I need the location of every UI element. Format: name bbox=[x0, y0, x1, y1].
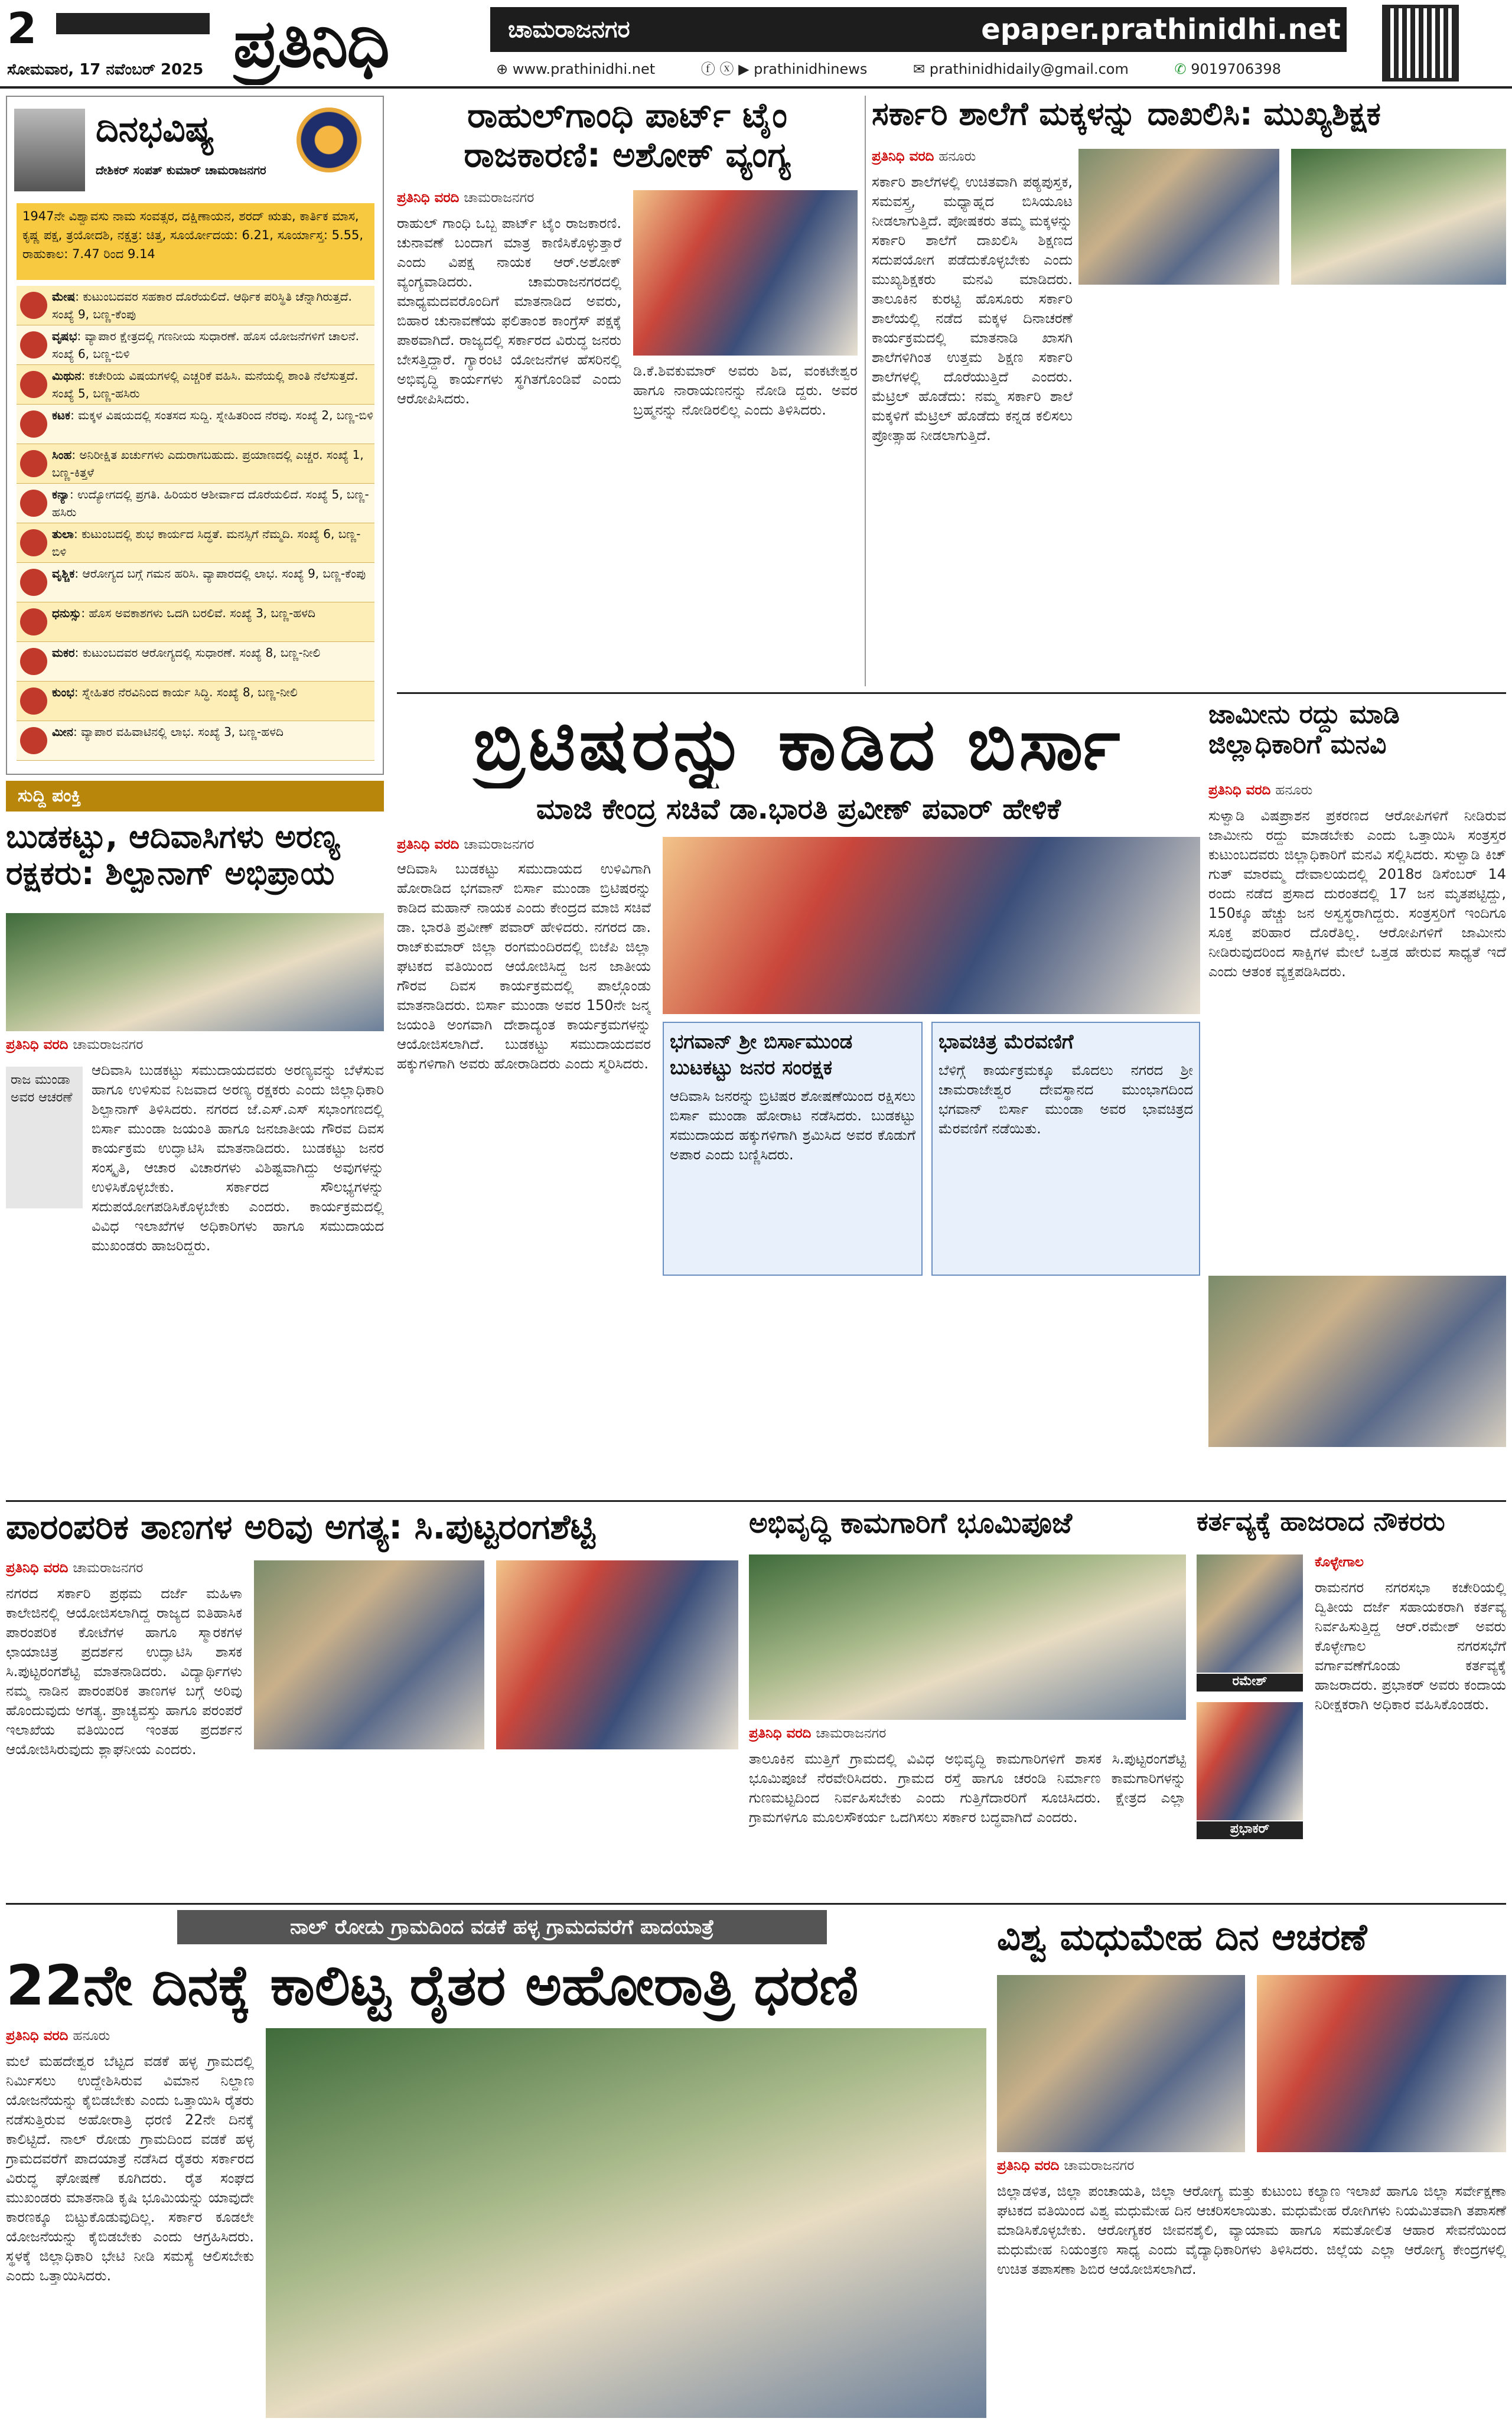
bhoomipuja-byline bbox=[749, 1726, 1186, 1746]
byline-place: ಚಾಮರಾಜನಗರ bbox=[464, 190, 535, 206]
email-link[interactable]: prathinidhidaily@gmail.com bbox=[929, 61, 1129, 77]
bail-byline bbox=[1208, 783, 1506, 803]
zodiac-sign-icon bbox=[20, 450, 47, 477]
farmers-headline: 22ನೇ ದಿನಕ್ಕೆ ಕಾಲಿಟ್ಟ ರೈತರ ಅಹೋರಾತ್ರಿ ಧರಣಿ bbox=[6, 1954, 859, 2018]
zodiac-sign-icon bbox=[20, 569, 47, 596]
byline-source: ಪ್ರತಿನಿಧಿ ವರದಿ bbox=[997, 2158, 1060, 2173]
sign-text: ಅನಿರೀಕ್ಷಿತ ಖರ್ಚುಗಳು ಎದುರಾಗಬಹುದು. ಪ್ರಯಾಣದಲ್ಲಿ ಎಚ್ಚರ. ಸಂಖ್ಯೆ 1, ಬಣ್ಣ-ಕಿತ್ತಳೆ bbox=[52, 448, 364, 480]
edition: ಚಾಮರಾಜನಗರ bbox=[508, 16, 630, 43]
farmers-kicker: ನಾಲ್ ರೋಡು ಗ್ರಾಮದಿಂದ ವಡಕೆ ಹಳ್ಳ ಗ್ರಾಮದವರೆಗೆ ಪಾದಯಾತ್ರೆ bbox=[177, 1910, 827, 1944]
zodiac-sign-icon bbox=[20, 529, 47, 556]
byline-place: ಚಾಮರಾಜನಗರ bbox=[816, 1726, 887, 1741]
school-photo-1 bbox=[1078, 149, 1279, 285]
farmers-byline bbox=[6, 2028, 254, 2048]
sign-name: ಕಟಕ bbox=[52, 408, 71, 422]
farmers-article bbox=[6, 1910, 986, 2424]
horoscope-row bbox=[17, 286, 374, 325]
sign-name: ಮೇಷ bbox=[52, 289, 76, 304]
sign-name: ಮಿಥುನ bbox=[52, 369, 82, 383]
social-icons: ⓕ ⓧ ▶ bbox=[700, 61, 754, 77]
byline-place: ಹನೂರು bbox=[939, 149, 976, 164]
staff-name-1: ರಮೇಶ್ bbox=[1197, 1674, 1303, 1692]
column-divider bbox=[865, 96, 866, 686]
epaper-url[interactable]: epaper.prathinidhi.net bbox=[981, 13, 1341, 46]
horoscope-text: ಧನುಸ್ಸು: ಹೊಸ ಅವಕಾಶಗಳು ಒದಗಿ ಬರಲಿವೆ. ಸಂಖ್ಯೆ 3, ಬಣ್ಣ-ಹಳದಿ bbox=[52, 606, 315, 620]
school-article bbox=[872, 96, 1506, 686]
staff-article bbox=[1197, 1507, 1506, 1897]
zodiac-sign-icon bbox=[20, 687, 47, 715]
sign-name: ಸಿಂಹ bbox=[52, 448, 72, 462]
rahul-headline: ರಾಹುಲ್‌ಗಾಂಧಿ ಪಾರ್ಟ್ ಟೈಂ ರಾಜಕಾರಣಿ: ಅಶೋಕ್ ವ್ಯಂಗ್ಯ bbox=[464, 96, 791, 175]
almanac: 1947ನೇ ವಿಶ್ವಾವಸು ನಾಮ ಸಂವತ್ಸರ, ದಕ್ಷಿಣಾಯನ, ಶರದ್ ಋತು, ಕಾರ್ತಿಕ ಮಾಸ, ಕೃಷ್ಣ ಪಕ್ಷ, ತ್ರಯೋದಶಿ, ನಕ್ಷತ್ರ: ಚಿತ್ತ, ಸೂರ್ಯೋದಯ: 6.21, ಸೂರ್ಯಾಸ್ತ: 5.55, ರಾಹುಕಾಲ: 7.47 ರಿಂದ 9.14 bbox=[17, 203, 374, 280]
zodiac-sign-icon bbox=[20, 648, 47, 675]
horizontal-rule bbox=[397, 692, 1506, 694]
byline-place: ಚಾಮರಾಜನಗರ bbox=[1064, 2158, 1135, 2173]
social-handle[interactable]: prathinidhinews bbox=[754, 61, 868, 77]
diabetes-photo-2 bbox=[1257, 1975, 1506, 2152]
horoscope-text: ಮಿಥುನ: ಕಚೇರಿಯ ವಿಷಯಗಳಲ್ಲಿ ಎಚ್ಚರಿಕೆ ವಹಿಸಿ. ಮನೆಯಲ್ಲಿ ಶಾಂತಿ ನೆಲೆಸುತ್ತದೆ. ಸಂಖ್ಯೆ 5, ಬಣ್ಣ-ಹಸಿರು bbox=[52, 369, 359, 400]
horoscope-text: ಮೀನ: ವ್ಯಾಪಾರ ವಹಿವಾಟಿನಲ್ಲಿ ಲಾಭ. ಸಂಖ್ಯೆ 3, ಬಣ್ಣ-ಹಳದಿ bbox=[52, 725, 284, 739]
horoscope-list bbox=[17, 286, 374, 770]
school-photo-2 bbox=[1291, 149, 1506, 285]
farmers-body: ಮಲೆ ಮಹದೇಶ್ವರ ಬೆಟ್ಟದ ವಡಕೆ ಹಳ್ಳ ಗ್ರಾಮದಲ್ಲಿ ನಿರ್ಮಿಸಲು ಉದ್ದೇಶಿಸಿರುವ ವಿಮಾನ ನಿಲ್ದಾಣ ಯೋಜನೆಯನ್ನು ಕೈಬಿಡಬೇಕು ಎಂದು ಒತ್ತಾಯಿಸಿ ರೈತರು ನಡೆಸುತ್ತಿರುವ ಅಹೋರಾತ್ರಿ ಧರಣಿ 22ನೇ ದಿನಕ್ಕೆ ಕಾಲಿಟ್ಟಿದೆ. ನಾಲ್ ರೋಡು ಗ್ರಾಮದಿಂದ ವಡಕೆ ಹಳ್ಳ ಗ್ರಾಮದವರೆಗೆ ಪಾದಯಾತ್ರೆ ನಡೆಸಿದ ರೈತರು ಸರ್ಕಾರದ ವಿರುದ್ಧ ಘೋಷಣೆ ಕೂಗಿದರು. ರೈತ ಸಂಘದ ಮುಖಂಡರು ಮಾತನಾಡಿ ಕೃಷಿ ಭೂಮಿಯನ್ನು ಯಾವುದೇ ಕಾರಣಕ್ಕೂ ಬಿಟ್ಟುಕೊಡುವುದಿಲ್ಲ. ಸರ್ಕಾರ ಕೂಡಲೇ ಯೋಜನೆಯನ್ನು ಕೈಬಿಡಬೇಕು ಎಂದು ಆಗ್ರಹಿಸಿದರು. ಸ್ಥಳಕ್ಕೆ ಜಿಲ್ಲಾಧಿಕಾರಿ ಭೇಟಿ ನೀಡಿ ಸಮಸ್ಯೆ ಆಲಿಸಬೇಕು ಎಂದು ಒತ್ತಾಯಿಸಿದರು. bbox=[6, 2053, 254, 2284]
forest-article bbox=[6, 819, 384, 1456]
sign-name: ಮಕರ bbox=[52, 646, 75, 660]
byline-source: ಪ್ರತಿನಿಧಿ ವರದಿ bbox=[1208, 783, 1271, 798]
sign-name: ವೃಶ್ಚಿಕ bbox=[52, 566, 75, 581]
diabetes-photo-1 bbox=[997, 1975, 1245, 2152]
birsa-photo bbox=[663, 837, 1200, 1014]
byline-place: ಹನೂರು bbox=[1275, 783, 1313, 798]
edition-bar bbox=[490, 7, 1347, 52]
horoscope-row bbox=[17, 721, 374, 761]
horoscope-text: ವೃಶ್ಚಿಕ: ಆರೋಗ್ಯದ ಬಗ್ಗೆ ಗಮನ ಹರಿಸಿ. ವ್ಯಾಪಾರದಲ್ಲಿ ಲಾಭ. ಸಂಖ್ಯೆ 9, ಬಣ್ಣ-ಕೆಂಪು bbox=[52, 566, 366, 581]
byline-place: ಚಾಮರಾಜನಗರ bbox=[73, 1037, 144, 1052]
birsa-box-2 bbox=[931, 1022, 1200, 1276]
sign-text: ಹೊಸ ಅವಕಾಶಗಳು ಒದಗಿ ಬರಲಿವೆ. ಸಂಖ್ಯೆ 3, ಬಣ್ಣ-ಹಳದಿ bbox=[89, 606, 315, 620]
school-byline bbox=[872, 149, 1073, 169]
horoscope-text: ಕುಂಭ: ಸ್ನೇಹಿತರ ನೆರವಿನಿಂದ ಕಾರ್ಯ ಸಿದ್ಧಿ. ಸಂಖ್ಯೆ 8, ಬಣ್ಣ-ನೀಲಿ bbox=[52, 685, 298, 699]
qr-code[interactable] bbox=[1382, 5, 1459, 82]
box-text: ಆದಿವಾಸಿ ಜನರನ್ನು ಬ್ರಿಟಿಷರ ಶೋಷಣೆಯಿಂದ ರಕ್ಷಿಸಲು ಬಿರ್ಸಾ ಮುಂಡಾ ಹೋರಾಟ ನಡೆಸಿದರು. ಬುಡಕಟ್ಟು ಸಮುದಾಯದ ಹಕ್ಕುಗಳಿಗಾಗಿ ಶ್ರಮಿಸಿದ ಅವರ ಕೊಡುಗೆ ಅಪಾರ ಎಂದು ಬಣ್ಣಿಸಿದರು. bbox=[670, 1088, 915, 1163]
rahul-byline bbox=[397, 190, 621, 210]
sign-text: ಕುಟುಂಬದವರ ಆರೋಗ್ಯದಲ್ಲಿ ಸುಧಾರಣೆ. ಸಂಖ್ಯೆ 8, ಬಣ್ಣ-ನೀಲಿ bbox=[82, 646, 321, 660]
traditional-article bbox=[6, 1507, 738, 1897]
horoscope-row bbox=[17, 602, 374, 642]
phone-icon: ✆ bbox=[1174, 61, 1191, 77]
box2-title: ಭಾವಚಿತ್ರ ಮೆರವಣಿಗೆ bbox=[939, 1030, 1074, 1054]
staff-photo-1 bbox=[1197, 1554, 1303, 1673]
byline-source: ಪ್ರತಿನಿಧಿ ವರದಿ bbox=[872, 149, 934, 164]
sign-text: ಉದ್ಯೋಗದಲ್ಲಿ ಪ್ರಗತಿ. ಹಿರಿಯರ ಆಶೀರ್ವಾದ ದೊರೆಯಲಿದೆ. ಸಂಖ್ಯೆ 5, ಬಣ್ಣ-ಹಸಿರು bbox=[52, 487, 369, 519]
traditional-body: ನಗರದ ಸರ್ಕಾರಿ ಪ್ರಥಮ ದರ್ಜೆ ಮಹಿಳಾ ಕಾಲೇಜಿನಲ್ಲಿ ಆಯೋಜಿಸಲಾಗಿದ್ದ ರಾಜ್ಯದ ಐತಿಹಾಸಿಕ ಪಾರಂಪರಿಕ ಕೋಟೆಗಳ ಹಾಗೂ ಸ್ಮಾರಕಗಳ ಛಾಯಾಚಿತ್ರ ಪ್ರದರ್ಶನ ಉದ್ಘಾಟಿಸಿ ಶಾಸಕ ಸಿ.ಪುಟ್ಟರಂಗಶೆಟ್ಟಿ ಮಾತನಾಡಿದರು. ವಿದ್ಯಾರ್ಥಿಗಳು ನಮ್ಮ ನಾಡಿನ ಪಾರಂಪರಿಕ ತಾಣಗಳ ಬಗ್ಗೆ ಅರಿವು ಹೊಂದುವುದು ಅಗತ್ಯ. ಪ್ರಾಚ್ಯವಸ್ತು ಹಾಗೂ ಪರಂಪರೆ ಇಲಾಖೆಯ ವತಿಯಿಂದ ಇಂತಹ ಪ್ರದರ್ಶನ ಆಯೋಜಿಸಿರುವುದು ಶ್ಲಾಘನೀಯ ಎಂದರು. bbox=[6, 1585, 242, 1758]
sign-text: ಕುಟುಂಬದಲ್ಲಿ ಶುಭ ಕಾರ್ಯದ ಸಿದ್ಧತೆ. ಮನಸ್ಸಿಗೆ ನೆಮ್ಮದಿ. ಸಂಖ್ಯೆ 6, ಬಣ್ಣ-ಬಿಳಿ bbox=[52, 527, 361, 559]
paper-name: ಪ್ರತಿನಿಧಿ bbox=[233, 5, 389, 82]
staff-body: ರಾಮನಗರ ನಗರಸಭಾ ಕಚೇರಿಯಲ್ಲಿ ದ್ವಿತೀಯ ದರ್ಜೆ ಸಹಾಯಕರಾಗಿ ಕರ್ತವ್ಯ ನಿರ್ವಹಿಸುತ್ತಿದ್ದ ಆರ್.ರಮೇಶ್ ಅವರು ಕೊಳ್ಳೇಗಾಲ ನಗರಸಭೆಗೆ ವರ್ಗಾವಣೆಗೊಂಡು ಕರ್ತವ್ಯಕ್ಕೆ ಹಾಜರಾದರು. ಪ್ರಭಾಕರ್ ಅವರು ಕಂದಾಯ ನಿರೀಕ್ಷಕರಾಗಿ ಅಧಿಕಾರ ವಹಿಸಿಕೊಂಡರು. bbox=[1315, 1579, 1506, 1713]
bhoomipuja-body: ತಾಲೂಕಿನ ಮುತ್ತಿಗೆ ಗ್ರಾಮದಲ್ಲಿ ವಿವಿಧ ಅಭಿವೃದ್ಧಿ ಕಾಮಗಾರಿಗಳಿಗೆ ಶಾಸಕ ಸಿ.ಪುಟ್ಟರಂಗಶೆಟ್ಟಿ ಭೂಮಿಪೂಜೆ ನೆರವೇರಿಸಿದರು. ಗ್ರಾಮದ ರಸ್ತೆ ಹಾಗೂ ಚರಂಡಿ ನಿರ್ಮಾಣ ಕಾಮಗಾರಿಗಳನ್ನು ಗುಣಮಟ್ಟದಿಂದ ನಿರ್ವಹಿಸಬೇಕು ಎಂದು ಗುತ್ತಿಗೆದಾರರಿಗೆ ಸೂಚಿಸಿದರು. ಕ್ಷೇತ್ರದ ಎಲ್ಲಾ ಗ್ರಾಮಗಳಿಗೂ ಮೂಲಸೌಕರ್ಯ ಒದಗಿಸಲು ಸರ್ಕಾರ ಬದ್ಧವಾಗಿದೆ ಎಂದರು. bbox=[749, 1751, 1186, 1826]
byline-place: ಹನೂರು bbox=[73, 2028, 110, 2044]
byline-place: ಚಾಮರಾಜನಗರ bbox=[73, 1560, 144, 1576]
website-link[interactable]: www.prathinidhi.net bbox=[512, 61, 656, 77]
zodiac-sign-icon bbox=[20, 727, 47, 754]
bhoomipuja-article bbox=[749, 1507, 1186, 1897]
zodiac-sign-icon bbox=[20, 410, 47, 438]
diabetes-headline: ವಿಶ್ವ ಮಧುಮೇಹ ದಿನ ಆಚರಣೆ bbox=[997, 1916, 1367, 1958]
diabetes-article bbox=[997, 1910, 1506, 2424]
horoscope-row bbox=[17, 563, 374, 602]
masthead bbox=[0, 0, 1512, 89]
sign-name: ಮೀನ bbox=[52, 725, 73, 739]
horoscope-row bbox=[17, 484, 374, 523]
sign-text: ವ್ಯಾಪಾರ ವಹಿವಾಟಿನಲ್ಲಿ ಲಾಭ. ಸಂಖ್ಯೆ 3, ಬಣ್ಣ-ಹಳದಿ bbox=[81, 725, 284, 739]
horizontal-rule bbox=[6, 1903, 1506, 1905]
sign-text: ಕುಟುಂಬದವರ ಸಹಕಾರ ದೊರೆಯಲಿದೆ. ಆರ್ಥಿಕ ಪರಿಸ್ಥಿತಿ ಚೆನ್ನಾಗಿರುತ್ತದೆ. ಸಂಖ್ಯೆ 9, ಬಣ್ಣ-ಕೆಂಪು bbox=[52, 289, 352, 321]
zodiac-sign-icon bbox=[20, 292, 47, 319]
byline-place: ಚಾಮರಾಜನಗರ bbox=[464, 837, 535, 852]
bhoomipuja-photo bbox=[749, 1554, 1186, 1720]
sign-text: ಸ್ನೇಹಿತರ ನೆರವಿನಿಂದ ಕಾರ್ಯ ಸಿದ್ಧಿ. ಸಂಖ್ಯೆ 8, ಬಣ್ಣ-ನೀಲಿ bbox=[82, 685, 298, 699]
birsa-byline bbox=[397, 837, 651, 857]
byline-source: ಪ್ರತಿನಿಧಿ ವರದಿ bbox=[397, 190, 460, 206]
staff-name-2: ಪ್ರಭಾಕರ್ bbox=[1197, 1821, 1303, 1839]
horoscope-text: ಕನ್ಯಾ: ಉದ್ಯೋಗದಲ್ಲಿ ಪ್ರಗತಿ. ಹಿರಿಯರ ಆಶೀರ್ವಾದ ದೊರೆಯಲಿದೆ. ಸಂಖ್ಯೆ 5, ಬಣ್ಣ-ಹಸಿರು bbox=[52, 487, 369, 519]
birsa-body: ಆದಿವಾಸಿ ಬುಡಕಟ್ಟು ಸಮುದಾಯದ ಉಳಿವಿಗಾಗಿ ಹೋರಾಡಿದ ಭಗವಾನ್ ಬಿರ್ಸಾ ಮುಂಡಾ ಬ್ರಿಟಿಷರನ್ನು ಕಾಡಿದ ಮಹಾನ್ ನಾಯಕ ಎಂದು ಕೇಂದ್ರದ ಮಾಜಿ ಸಚಿವೆ ಡಾ. ಭಾರತಿ ಪ್ರವೀಣ್ ಪವಾರ್ ಹೇಳಿದರು. ನಗರದ ಡಾ. ರಾಜ್‌ಕುಮಾರ್ ಜಿಲ್ಲಾ ರಂಗಮಂದಿರದಲ್ಲಿ ಬಿಜೆಪಿ ಜಿಲ್ಲಾ ಘಟಕದ ವತಿಯಿಂದ ಆಯೋಜಿಸಿದ್ದ ಜನ ಜಾತೀಯ ಗೌರವ ದಿವಸ ಕಾರ್ಯಕ್ರಮದಲ್ಲಿ ಪಾಲ್ಗೊಂಡು ಮಾತನಾಡಿದರು. ಬಿರ್ಸಾ ಮುಂಡಾ ಅವರ 150ನೇ ಜನ್ಮ ಜಯಂತಿ ಅಂಗವಾಗಿ ದೇಶಾದ್ಯಂತ ಕಾರ್ಯಕ್ರಮಗಳನ್ನು ಆಯೋಜಿಸಲಾಗಿದೆ. ಬುಡಕಟ್ಟು ಸಮುದಾಯದವರ ಹಕ್ಕುಗಳಿಗಾಗಿ ಅವರು ಹೋರಾಡಿದರು ಎಂದು ಸ್ಮರಿಸಿದರು. bbox=[397, 861, 651, 1072]
birsa-subheadline: ಮಾಜಿ ಕೇಂದ್ರ ಸಚಿವೆ ಡಾ.ಭಾರತಿ ಪ್ರವೀಣ್ ಪವಾರ್ ಹೇಳಿಕೆ bbox=[536, 793, 1061, 826]
forest-byline bbox=[6, 1037, 384, 1057]
horoscope-text: ಕಟಕ: ಮಕ್ಕಳ ವಿಷಯದಲ್ಲಿ ಸಂತಸದ ಸುದ್ದಿ. ಸ್ನೇಹಿತರಿಂದ ನೆರವು. ಸಂಖ್ಯೆ 2, ಬಣ್ಣ-ಬಿಳಿ bbox=[52, 408, 373, 422]
byline-source: ಪ್ರತಿನಿಧಿ ವರದಿ bbox=[6, 1560, 69, 1576]
bail-photo bbox=[1208, 1276, 1506, 1447]
pullquote-text: ರಾಜ ಮುಂಡಾ ಅವರ ಆಚರಣೆ bbox=[11, 1073, 73, 1105]
sign-name: ಧನುಸ್ಸು bbox=[52, 606, 82, 620]
byline-source: ಪ್ರತಿನಿಧಿ ವರದಿ bbox=[6, 1037, 69, 1052]
farmers-photo bbox=[266, 2028, 986, 2418]
staff-byline: ಕೊಳ್ಳೇಗಾಲ bbox=[1315, 1554, 1364, 1570]
rahul-article bbox=[397, 96, 858, 686]
horoscope-text: ಮಕರ: ಕುಟುಂಬದವರ ಆರೋಗ್ಯದಲ್ಲಿ ಸುಧಾರಣೆ. ಸಂಖ್ಯೆ 8, ಬಣ್ಣ-ನೀಲಿ bbox=[52, 646, 321, 660]
horizontal-rule bbox=[6, 1500, 1506, 1502]
zodiac-sign-icon bbox=[20, 331, 47, 359]
horoscope-row bbox=[17, 325, 374, 365]
date: ಸೋಮವಾರ, 17 ನವೆಂಬರ್ 2025 bbox=[7, 61, 204, 79]
page-number: 2 bbox=[7, 5, 37, 52]
forest-photo bbox=[6, 913, 384, 1031]
horoscope-box bbox=[6, 96, 384, 775]
zodiac-sign-icon bbox=[20, 608, 47, 635]
byline-source: ಪ್ರತಿನಿಧಿ ವರದಿ bbox=[6, 2028, 69, 2044]
traditional-headline: ಪಾರಂಪರಿಕ ತಾಣಗಳ ಅರಿವು ಅಗತ್ಯ: ಸಿ.ಪುಟ್ಟರಂಗಶೆಟ್ಟಿ bbox=[6, 1507, 595, 1547]
sign-text: ಆರೋಗ್ಯದ ಬಗ್ಗೆ ಗಮನ ಹರಿಸಿ. ವ್ಯಾಪಾರದಲ್ಲಿ ಲಾಭ. ಸಂಖ್ಯೆ 9, ಬಣ್ಣ-ಕೆಂಪು bbox=[82, 566, 366, 581]
sign-name: ಕನ್ಯಾ bbox=[52, 487, 70, 501]
horoscope-row bbox=[17, 642, 374, 682]
traditional-byline bbox=[6, 1560, 242, 1580]
traditional-photo-2 bbox=[496, 1560, 738, 1749]
sign-name: ತುಲಾ bbox=[52, 527, 74, 541]
school-body: ಸರ್ಕಾರಿ ಶಾಲೆಗಳಲ್ಲಿ ಉಚಿತವಾಗಿ ಪಠ್ಯಪುಸ್ತಕ, ಸಮವಸ್ತ್ರ, ಮಧ್ಯಾಹ್ನದ ಬಿಸಿಯೂಟ ನೀಡಲಾಗುತ್ತಿದೆ. ಪೋಷಕರು ತಮ್ಮ ಮಕ್ಕಳನ್ನು ಸರ್ಕಾರಿ ಶಾಲೆಗೆ ದಾಖಲಿಸಿ ಶಿಕ್ಷಣದ ಸದುಪಯೋಗ ಪಡೆದುಕೊಳ್ಳಬೇಕು ಎಂದು ಮುಖ್ಯಶಿಕ್ಷಕರು ಮನವಿ ಮಾಡಿದರು. ತಾಲೂಕಿನ ಕುರಟ್ಟಿ ಹೊಸೂರು ಸರ್ಕಾರಿ ಶಾಲೆಯಲ್ಲಿ ನಡೆದ ಮಕ್ಕಳ ದಿನಾಚರಣೆ ಕಾರ್ಯಕ್ರಮದಲ್ಲಿ ಮಾತನಾಡಿ ಖಾಸಗಿ ಶಾಲೆಗಳಿಗಿಂತ ಉತ್ತಮ ಶಿಕ್ಷಣ ಸರ್ಕಾರಿ ಶಾಲೆಗಳಲ್ಲಿ ದೊರೆಯುತ್ತಿದೆ ಎಂದರು. ಮೆಟ್ರಿಲ್ ಹೊಡೆದು: ನಮ್ಮ ಸರ್ಕಾರಿ ಶಾಲೆ ಮಕ್ಕಳಿಗೆ ಮೆಟ್ರಿಲ್ ಹೊಡೆದು ಕನ್ನಡ ಕಲಿಸಲು ಪ್ರೋತ್ಸಾಹ ನೀಡಲಾಗುತ್ತಿದೆ. bbox=[872, 174, 1073, 444]
birsa-headline: ಬ್ರಿಟಿಷರನ್ನು ಕಾಡಿದ ಬಿರ್ಸಾ bbox=[473, 702, 1124, 786]
bail-article bbox=[1208, 700, 1506, 1494]
forest-pullquote bbox=[6, 1067, 83, 1208]
horoscope-row bbox=[17, 523, 374, 563]
sign-text: ವ್ಯಾಪಾರ ಕ್ಷೇತ್ರದಲ್ಲಿ ಗಣನೀಯ ಸುಧಾರಣೆ. ಹೊಸ ಯೋಜನೆಗಳಿಗೆ ಚಾಲನೆ. ಸಂಖ್ಯೆ 6, ಬಣ್ಣ-ಬಿಳಿ bbox=[52, 329, 360, 361]
horoscope-row bbox=[17, 444, 374, 484]
rahul-body: ರಾಹುಲ್ ಗಾಂಧಿ ಒಬ್ಬ ಪಾರ್ಟ್ ಟೈಂ ರಾಜಕಾರಣಿ. ಚುನಾವಣೆ ಬಂದಾಗ ಮಾತ್ರ ಕಾಣಿಸಿಕೊಳ್ಳುತ್ತಾರೆ ಎಂದು ವಿಪಕ್ಷ ನಾಯಕ ಆರ್.ಅಶೋಕ್ ವ್ಯಂಗ್ಯವಾಡಿದರು. ಚಾಮರಾಜನಗರದಲ್ಲಿ ಮಾಧ್ಯಮದವರೊಂದಿಗೆ ಮಾತನಾಡಿದ ಅವರು, ಬಿಹಾರ ಚುನಾವಣೆಯ ಫಲಿತಾಂಶ ಕಾಂಗ್ರೆಸ್ ಪಕ್ಷಕ್ಕೆ ಪಾಠವಾಗಿದೆ. ರಾಜ್ಯದಲ್ಲಿ ಸರ್ಕಾರದ ವಿರುದ್ಧ ಜನರು ಬೇಸತ್ತಿದ್ದಾರೆ. ಗ್ಯಾರಂಟಿ ಯೋಜನೆಗಳ ಹೆಸರಿನಲ್ಲಿ ಅಭಿವೃದ್ಧಿ ಕಾರ್ಯಗಳು ಸ್ಥಗಿತಗೊಂಡಿವೆ ಎಂದು ಆರೋಪಿಸಿದರು. bbox=[397, 215, 621, 407]
horoscope-text: ವೃಷಭ: ವ್ಯಾಪಾರ ಕ್ಷೇತ್ರದಲ್ಲಿ ಗಣನೀಯ ಸುಧಾರಣೆ. ಹೊಸ ಯೋಜನೆಗಳಿಗೆ ಚಾಲನೆ. ಸಂಖ್ಯೆ 6, ಬಣ್ಣ-ಬಿಳಿ bbox=[52, 329, 360, 361]
zodiac-sign-icon bbox=[20, 371, 47, 398]
horoscope-text: ಸಿಂಹ: ಅನಿರೀಕ್ಷಿತ ಖರ್ಚುಗಳು ಎದುರಾಗಬಹುದು. ಪ್ರಯಾಣದಲ್ಲಿ ಎಚ್ಚರ. ಸಂಖ್ಯೆ 1, ಬಣ್ಣ-ಕಿತ್ತಳೆ bbox=[52, 448, 364, 480]
staff-photo-2 bbox=[1197, 1702, 1303, 1820]
sign-name: ವೃಷಭ bbox=[52, 329, 77, 343]
sign-text: ಮಕ್ಕಳ ವಿಷಯದಲ್ಲಿ ಸಂತಸದ ಸುದ್ದಿ. ಸ್ನೇಹಿತರಿಂದ ನೆರವು. ಸಂಖ್ಯೆ 2, ಬಣ್ಣ-ಬಿಳಿ bbox=[78, 408, 373, 422]
box2-text: ಬೆಳಿಗ್ಗೆ ಕಾರ್ಯಕ್ರಮಕ್ಕೂ ಮೊದಲು ನಗರದ ಶ್ರೀ ಚಾಮರಾಜೇಶ್ವರ ದೇವಸ್ಥಾನದ ಮುಂಭಾಗದಿಂದ ಭಗವಾನ್ ಬಿರ್ಸಾ ಮುಂಡಾ ಅವರ ಭಾವಚಿತ್ರದ ಮೆರವಣಿಗೆ ನಡೆಯಿತು. bbox=[939, 1062, 1193, 1137]
contact-strip bbox=[490, 57, 1347, 82]
birsa-article bbox=[397, 700, 1200, 1494]
top-left-bar bbox=[56, 13, 210, 34]
globe-icon: ⊕ bbox=[496, 61, 513, 77]
traditional-photo-1 bbox=[254, 1560, 484, 1749]
astrologer-name: ದೇಶಿಕರ್ ಸಂಪತ್ ಕುಮಾರ್ ಚಾಮರಾಜನಗರ bbox=[96, 163, 266, 177]
diabetes-byline bbox=[997, 2158, 1506, 2178]
forest-body: ಆದಿವಾಸಿ ಬುಡಕಟ್ಟು ಸಮುದಾಯದವರು ಅರಣ್ಯವನ್ನು ಬೆಳೆಸುವ ಹಾಗೂ ಉಳಿಸುವ ನಿಜವಾದ ಅರಣ್ಯ ರಕ್ಷಕರು ಎಂದು ಜಿಲ್ಲಾಧಿಕಾರಿ ಶಿಲ್ಪಾನಾಗ್ ತಿಳಿಸಿದರು. ನಗರದ ಜೆ.ಎಸ್.ಎಸ್ ಸಭಾಂಗಣದಲ್ಲಿ ಬಿರ್ಸಾ ಮುಂಡಾ ಜಯಂತಿ ಹಾಗೂ ಜನಜಾತೀಯ ಗೌರವ ದಿವಸ ಕಾರ್ಯಕ್ರಮ ಉದ್ಘಾಟಿಸಿ ಮಾತನಾಡಿದರು. ಬುಡಕಟ್ಟು ಜನರ ಸಂಸ್ಕೃತಿ, ಆಚಾರ ವಿಚಾರಗಳು ವಿಶಿಷ್ಟವಾಗಿದ್ದು ಅವುಗಳನ್ನು ಉಳಿಸಿಕೊಳ್ಳಬೇಕು. ಸರ್ಕಾರದ ಸೌಲಭ್ಯಗಳನ್ನು ಸದುಪಯೋಗಪಡಿಸಿಕೊಳ್ಳಬೇಕು ಎಂದರು. ಕಾರ್ಯಕ್ರಮದಲ್ಲಿ ವಿವಿಧ ಇಲಾಖೆಗಳ ಅಧಿಕಾರಿಗಳು ಹಾಗೂ ಸಮುದಾಯದ ಮುಖಂಡರು ಹಾಜರಿದ್ದರು. bbox=[92, 1062, 384, 1254]
bail-headline: ಜಾಮೀನು ರದ್ದು ಮಾಡಿ ಜಿಲ್ಲಾಧಿಕಾರಿಗೆ ಮನವಿ bbox=[1208, 700, 1400, 760]
byline-source: ಪ್ರತಿನಿಧಿ ವರದಿ bbox=[749, 1726, 812, 1741]
box-title: ಭಗವಾನ್ ಶ್ರೀ ಬಿರ್ಸಾಮುಂಡ ಬುಟಕಟ್ಟು ಜನರ ಸಂರಕ್ಷಕ bbox=[670, 1030, 853, 1080]
horoscope-row bbox=[17, 682, 374, 721]
sign-name: ಕುಂಭ bbox=[52, 685, 74, 699]
sign-text: ಕಚೇರಿಯ ವಿಷಯಗಳಲ್ಲಿ ಎಚ್ಚರಿಕೆ ವಹಿಸಿ. ಮನೆಯಲ್ಲಿ ಶಾಂತಿ ನೆಲೆಸುತ್ತದೆ. ಸಂಖ್ಯೆ 5, ಬಣ್ಣ-ಹಸಿರು bbox=[52, 369, 359, 400]
phone-number: 9019706398 bbox=[1191, 61, 1281, 77]
rahul-photo bbox=[633, 190, 858, 356]
birsa-box bbox=[663, 1022, 923, 1276]
forest-headline: ಬುಡಕಟ್ಟು, ಆದಿವಾಸಿಗಳು ಅರಣ್ಯ ರಕ್ಷಕರು: ಶಿಲ್ಪಾನಾಗ್ ಅಭಿಪ್ರಾಯ bbox=[6, 819, 340, 892]
school-headline: ಸರ್ಕಾರಿ ಶಾಲೆಗೆ ಮಕ್ಕಳನ್ನು ದಾಖಲಿಸಿ: ಮುಖ್ಯಶಿಕ್ಷಕ bbox=[872, 96, 1381, 132]
bhoomipuja-headline: ಅಭಿವೃದ್ಧಿ ಕಾಮಗಾರಿಗೆ ಭೂಮಿಪೂಜೆ bbox=[749, 1507, 1073, 1540]
horoscope-text: ತುಲಾ: ಕುಟುಂಬದಲ್ಲಿ ಶುಭ ಕಾರ್ಯದ ಸಿದ್ಧತೆ. ಮನಸ್ಸಿಗೆ ನೆಮ್ಮದಿ. ಸಂಖ್ಯೆ 6, ಬಣ್ಣ-ಬಿಳಿ bbox=[52, 527, 361, 559]
zodiac-sign-icon bbox=[20, 490, 47, 517]
astrologer-photo bbox=[14, 109, 85, 191]
section-label: ಸುದ್ದಿ ಪಂಕ್ತಿ bbox=[6, 781, 384, 811]
bail-body: ಸುಳ್ವಾಡಿ ವಿಷಪ್ರಾಶನ ಪ್ರಕರಣದ ಆರೋಪಿಗಳಿಗೆ ನೀಡಿರುವ ಜಾಮೀನು ರದ್ದು ಮಾಡಬೇಕು ಎಂದು ಒತ್ತಾಯಿಸಿ ಸಂತ್ರಸ್ತರ ಕುಟುಂಬದವರು ಜಿಲ್ಲಾಧಿಕಾರಿಗೆ ಮನವಿ ಸಲ್ಲಿಸಿದರು. ಸುಳ್ವಾಡಿ ಕಿಚ್ ಗುತ್ ಮಾರಮ್ಮ ದೇವಾಲಯದಲ್ಲಿ 2018ರ ಡಿಸೆಂಬರ್ 14 ರಂದು ನಡೆದ ಪ್ರಸಾದ ದುರಂತದಲ್ಲಿ 17 ಜನ ಮೃತಪಟ್ಟಿದ್ದು, 150ಕ್ಕೂ ಹೆಚ್ಚು ಜನ ಅಸ್ವಸ್ಥರಾಗಿದ್ದರು. ಸಂತ್ರಸ್ತರಿಗೆ ಇಂದಿಗೂ ಸೂಕ್ತ ಪರಿಹಾರ ದೊರೆತಿಲ್ಲ. ಆರೋಪಿಗಳಿಗೆ ಜಾಮೀನು ನೀಡಿರುವುದರಿಂದ ಸಾಕ್ಷಿಗಳ ಮೇಲೆ ಒತ್ತಡ ಹೇರುವ ಸಾಧ್ಯತೆ ಇದೆ ಎಂದು ಆತಂಕ ವ್ಯಕ್ತಪಡಿಸಿದರು. bbox=[1208, 807, 1506, 980]
horoscope-row bbox=[17, 365, 374, 405]
horoscope-title: ದಿನಭವಿಷ್ಯ bbox=[96, 109, 214, 150]
diabetes-body: ಜಿಲ್ಲಾಡಳಿತ, ಜಿಲ್ಲಾ ಪಂಚಾಯತಿ, ಜಿಲ್ಲಾ ಆರೋಗ್ಯ ಮತ್ತು ಕುಟುಂಬ ಕಲ್ಯಾಣ ಇಲಾಖೆ ಹಾಗೂ ಜಿಲ್ಲಾ ಸರ್ವೇಕ್ಷಣಾ ಘಟಕದ ವತಿಯಿಂದ ವಿಶ್ವ ಮಧುಮೇಹ ದಿನ ಆಚರಿಸಲಾಯಿತು. ಮಧುಮೇಹ ರೋಗಿಗಳು ನಿಯಮಿತವಾಗಿ ತಪಾಸಣೆ ಮಾಡಿಸಿಕೊಳ್ಳಬೇಕು. ಆರೋಗ್ಯಕರ ಜೀವನಶೈಲಿ, ವ್ಯಾಯಾಮ ಹಾಗೂ ಸಮತೋಲಿತ ಆಹಾರ ಸೇವನೆಯಿಂದ ಮಧುಮೇಹ ನಿಯಂತ್ರಣ ಸಾಧ್ಯ ಎಂದು ವೈದ್ಯಾಧಿಕಾರಿಗಳು ತಿಳಿಸಿದರು. ಜಿಲ್ಲೆಯ ಎಲ್ಲಾ ಆರೋಗ್ಯ ಕೇಂದ್ರಗಳಲ್ಲಿ ಉಚಿತ ತಪಾಸಣಾ ಶಿಬಿರ ಆಯೋಜಿಸಲಾಗಿದೆ. bbox=[997, 2183, 1506, 2277]
horoscope-text: ಮೇಷ: ಕುಟುಂಬದವರ ಸಹಕಾರ ದೊರೆಯಲಿದೆ. ಆರ್ಥಿಕ ಪರಿಸ್ಥಿತಿ ಚೆನ್ನಾಗಿರುತ್ತದೆ. ಸಂಖ್ಯೆ 9, ಬಣ್ಣ-ಕೆಂಪು bbox=[52, 289, 352, 321]
mail-icon: ✉ bbox=[913, 61, 930, 77]
byline-source: ಪ್ರತಿನಿಧಿ ವರದಿ bbox=[397, 837, 460, 852]
horoscope-row bbox=[17, 405, 374, 444]
staff-headline: ಕರ್ತವ್ಯಕ್ಕೆ ಹಾಜರಾದ ನೌಕರರು bbox=[1197, 1507, 1445, 1537]
rahul-caption: ಡಿ.ಕೆ.ಶಿವಕುಮಾರ್ ಅವರು ಶಿವ, ವಂಕಟೇಶ್ವರ ಹಾಗೂ ನಾರಾಯಣನನ್ನು ನೋಡಿ ದ್ದರು. ಅವರ ಬ್ರಹ್ಮನನ್ನು ನೋಡಿರಲಿಲ್ಲ ಎಂದು ತಿಳಿಸಿದರು. bbox=[633, 363, 858, 418]
